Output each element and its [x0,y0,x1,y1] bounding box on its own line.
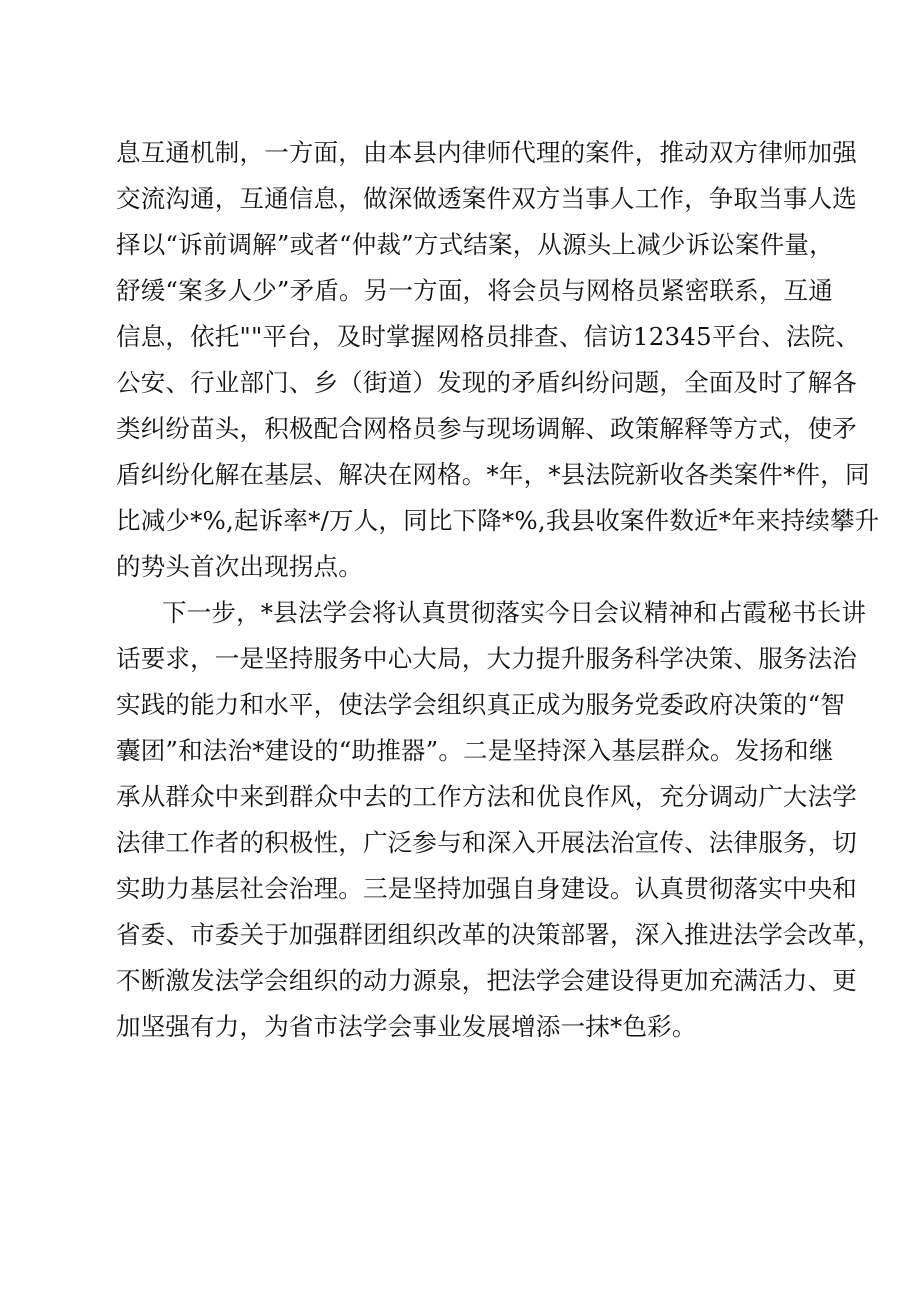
paragraph-2 [116,590,882,1050]
text-line: 不断激发法学会组织的动力源泉，把法学会建设得更加充满活力、更 [116,966,857,995]
text-line: 省委、市委关于加强群团组织改革的决策部署，深入推进法学会改革， [116,920,882,949]
text-line: 信息，依托""平台，及时掌握网格员排查、信访12345平台、法院、 [116,322,861,351]
text-line: 类纠纷苗头，积极配合网格员参与现场调解、政策解释等方式，使矛 [116,414,857,443]
document-body [116,130,882,1050]
text-line: 舒缓“案多人少”矛盾。另一方面，将会员与网格员紧密联系，互通 [116,276,834,305]
text-line: 实践的能力和水平，使法学会组织真正成为服务党委政府决策的“智 [116,690,846,719]
text-line: 加坚强有力，为省市法学会事业发展增添一抹*色彩。 [116,1012,697,1041]
text-line: 实助力基层社会治理。三是坚持加强自身建设。认真贯彻落实中央和 [116,874,857,903]
text-line: 比减少*%,起诉率*/万人，同比下降*%,我县收案件数近*年来持续攀升 [116,506,880,535]
text-line: 下一步，*县法学会将认真贯彻落实今日会议精神和占霞秘书长讲 [162,598,867,627]
text-line: 息互通机制，一方面，由本县内律师代理的案件，推动双方律师加强 [116,138,857,167]
text-line: 交流沟通，互通信息，做深做透案件双方当事人工作，争取当事人选 [116,184,857,213]
text-line: 法律工作者的积极性，广泛参与和深入开展法治宣传、法律服务，切 [116,828,857,857]
text-line: 承从群众中来到群众中去的工作方法和优良作风，充分调动广大法学 [116,782,857,811]
text-line: 的势头首次出现拐点。 [116,552,363,581]
text-line: 话要求，一是坚持服务中心大局，大力提升服务科学决策、服务法治 [116,644,857,673]
text-line: 囊团”和法治*建设的“助推器”。二是坚持深入基层群众。发扬和继 [116,736,834,765]
paragraph-1 [116,130,880,590]
text-line: 公安、行业部门、乡（街道）发现的矛盾纠纷问题，全面及时了解各 [116,368,857,397]
text-line: 盾纠纷化解在基层、解决在网格。*年，*县法院新收各类案件*件，同 [116,460,870,489]
text-line: 择以“诉前调解”或者“仲裁”方式结案，从源头上减少诉讼案件量， [116,230,834,259]
